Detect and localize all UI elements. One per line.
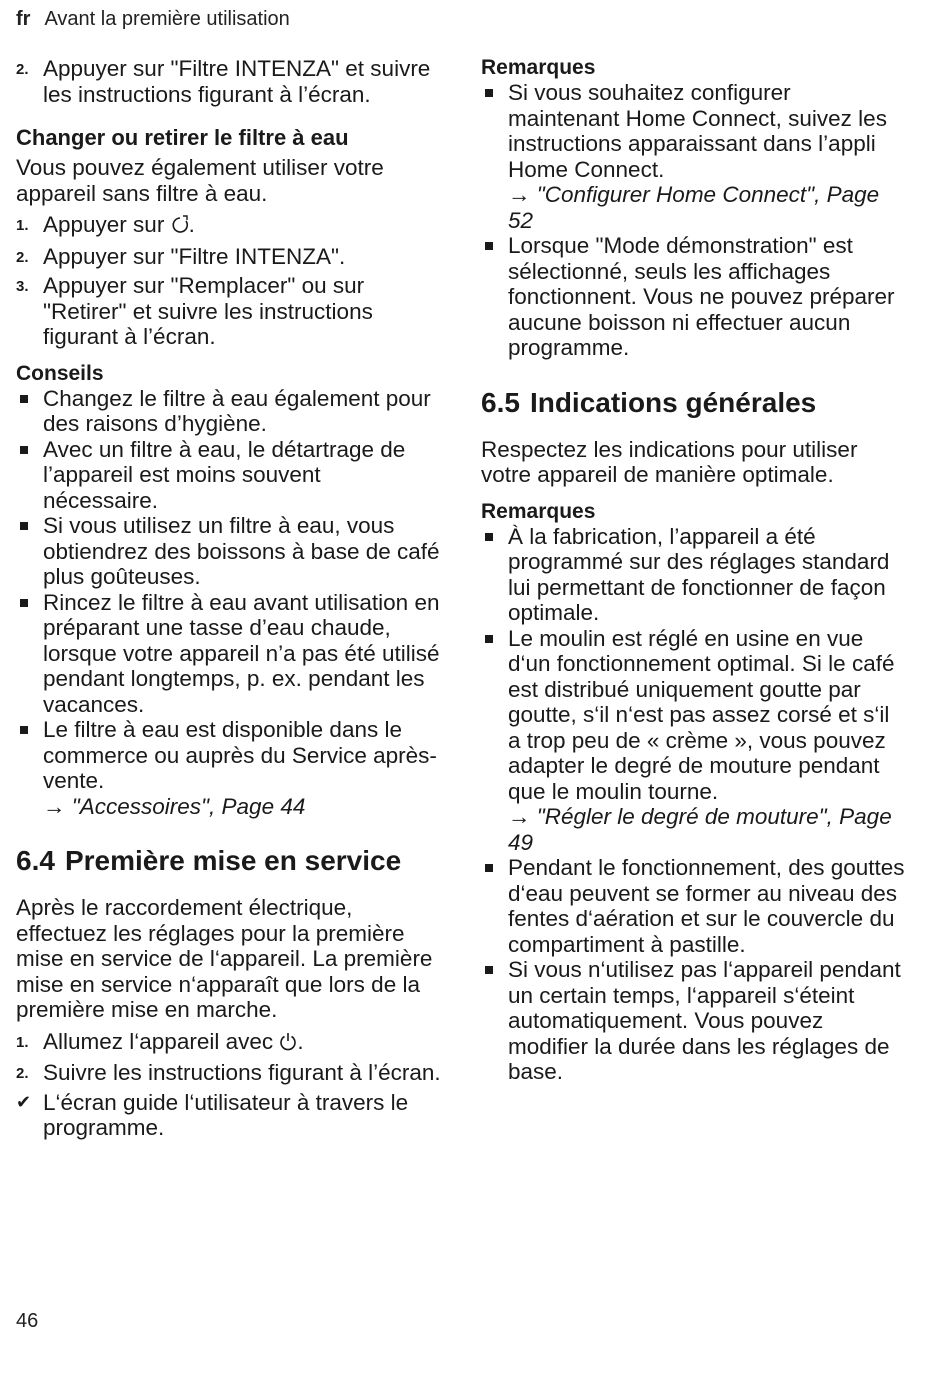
filter-intro: Vous pouvez également utiliser votre appareil sans filtre à eau.: [16, 155, 384, 206]
list-item: Avec un filtre à eau, le détartrage de l’appareil est moins souvent nécessaire.: [16, 437, 441, 514]
filter-step-1: 1. Appuyer sur .: [16, 212, 441, 240]
list-item: Si vous utilisez un filtre à eau, vous obtiendrez des boissons à base de café plus goûteuses.: [16, 513, 441, 590]
service-icon: [171, 214, 189, 240]
tips-list: [16, 386, 441, 820]
arrow-right-icon: →: [508, 182, 537, 207]
filter-step-3: 3. Appuyer sur "Remplacer" ou sur "Retirer" et suivre les instructions figurant à l’écran.: [16, 273, 373, 349]
service-step-1: 1. Allumez l‘appareil avec .: [16, 1029, 441, 1057]
section-intro: Respectez les indications pour utiliser votre appareil de manière optimale.: [481, 436, 858, 487]
result-item: ✔ L‘écran guide l‘utilisateur à travers le programme.: [16, 1089, 409, 1140]
section-heading: 6.4 Première mise en service: [16, 845, 402, 876]
page-number: 46: [16, 1310, 39, 1332]
list-item: Si vous souhaitez configurer maintenant Home Connect, suivez les instructions apparaissant dans l’appli Home Connect. → "Configurer Home Connect", Page 52: [481, 80, 906, 233]
running-header: [16, 8, 290, 31]
section-intro: Après le raccordement électrique, effectuez les réglages pour la première mise en service de l‘appareil. La première mise en service n‘apparaît que lors de la première mise en marche.: [16, 895, 433, 1022]
notes-label: Remarques: [481, 499, 596, 523]
list-item: Lorsque "Mode démonstration" est sélectionné, seuls les affichages fonctionnent. Vous ne pouvez préparer aucune boisson ni effectuer aucun programme.: [481, 233, 906, 361]
right-column: [481, 56, 906, 1085]
check-icon: ✔: [16, 1091, 32, 1112]
notes-label: Remarques: [481, 56, 596, 79]
list-item: Changez le filtre à eau également pour des raisons d’hygiène.: [16, 386, 441, 437]
list-item: Le moulin est réglé en usine en vue d‘un fonctionnement optimal. Si le café est distribué uniquement goutte par goutte, s‘il n‘est pas assez corsé et s‘il a trop peu de « crème », vous pouvez adapter le degré de mouture pendant que le moulin tourne. → "Régler le degré de mouture", Page 49: [481, 626, 906, 856]
cross-reference-link[interactable]: → "Configurer Home Connect", Page 52: [508, 182, 880, 233]
filter-steps: [16, 212, 441, 350]
language-code: fr: [16, 8, 31, 30]
tips-label: Conseils: [16, 361, 104, 385]
section-heading: 6.5 Indications générales: [481, 386, 817, 418]
list-item: Pendant le fonctionnement, des gouttes d‘eau peuvent se former au niveau des fentes d‘aération et sur le couvercle du compartiment à pastille.: [481, 855, 906, 957]
filter-step-2: 2. Appuyer sur "Filtre INTENZA".: [16, 243, 346, 269]
notes-list: [481, 524, 906, 1085]
power-icon: [279, 1031, 297, 1057]
list-item: Rincez le filtre à eau avant utilisation en préparant une tasse d’eau chaude, lorsque votre appareil n’a pas été utilisé pendant longtemps, p. ex. pendant les vacances.: [16, 590, 441, 718]
chapter-title: Avant la première utilisation: [44, 8, 290, 30]
left-column: [16, 56, 441, 1141]
step-text: Appuyer sur "Filtre INTENZA" et suivre les instructions figurant à l’écran.: [43, 56, 431, 107]
cross-reference-link[interactable]: → "Accessoires", Page 44: [43, 793, 306, 819]
notes-list: [481, 80, 906, 361]
list-item: À la fabrication, l’appareil a été programmé sur des réglages standard lui permettant de fonctionner de façon optimale.: [481, 524, 906, 626]
service-step-2: 2. Suivre les instructions figurant à l’écran.: [16, 1060, 441, 1085]
service-steps: [16, 1029, 441, 1086]
cross-reference-link[interactable]: → "Régler le degré de mouture", Page 49: [508, 804, 892, 855]
filter-heading: Changer ou retirer le filtre à eau: [16, 125, 349, 150]
list-item: Le filtre à eau est disponible dans le commerce ou auprès du Service après-vente. → "Accessoires", Page 44: [16, 717, 441, 819]
arrow-right-icon: →: [508, 804, 537, 829]
arrow-right-icon: →: [43, 793, 72, 819]
list-item: Si vous n‘utilisez pas l‘appareil pendant un certain temps, l‘appareil s‘éteint automatiquement. Vous pouvez modifier la durée dans les réglages de base.: [481, 957, 906, 1085]
step-2: 2. Appuyer sur "Filtre INTENZA" et suivre les instructions figurant à l’écran.: [16, 56, 431, 107]
